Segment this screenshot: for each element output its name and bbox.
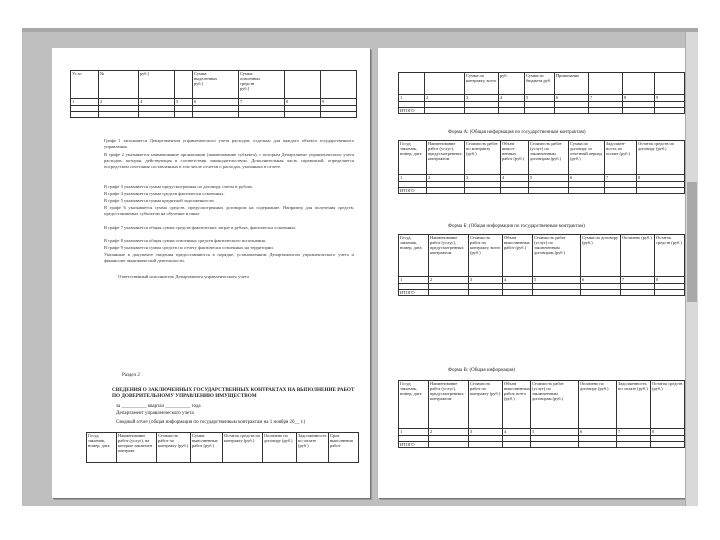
table2-number-cell: 6 [581,277,621,284]
table3-number-cell: 3 [469,429,503,436]
table1-number-cell: 5 [529,175,569,182]
left-top-number-cell: 2 [99,99,139,106]
total-label: ИТОГО [399,108,425,114]
right-top-number-cell: 8 [623,95,655,102]
right-top-header-cell: Сумма по контракту, всего [465,73,499,95]
left-top-header-cell: руб.] [139,71,175,99]
scrollbar-thumb[interactable] [687,182,697,302]
left-top-number-cell: 1 [71,99,99,106]
left-top-header-cell: Ус.зо [71,71,99,99]
left-bottom-header-cell: Сумма выполненных работ (руб.) [191,433,223,463]
table2-number-cell: 5 [533,277,581,284]
table1-number-cell: 6 [569,175,605,182]
table3-header-cell: Стоимость работ по контракту (руб.) [469,381,503,429]
right-top-header-cell: Примечание [555,73,589,95]
paragraph: В графе 5 указывается сумма кредитной задолженности. [104,198,215,203]
table2-header-cell: Наименование работ (услуг), предусмотренных контрактом [429,235,469,277]
left-bottom-header-cell: Остаток средств по контракту (руб.) [223,433,263,463]
table2-number-cell: 2 [429,277,469,284]
table2-number-cell: 3 [469,277,503,284]
left-bottom-header-cell: Срок выполнения работ [329,433,359,463]
right-top-header-cell [425,73,465,95]
table2-number-cell: 1 [399,277,429,284]
left-top-number-cell: 5 [175,99,193,106]
left-bottom-header-cell: Задолженность по оплате (руб.) [297,433,329,463]
left-top-number-cell: 6 [193,99,239,106]
right-top-number-cell: 6 [555,95,589,102]
left-top-number-cell: 4 [139,99,175,106]
left-bottom-header-cell: Оплачено по договору (руб.) [263,433,297,463]
table2-number-cell: 8 [655,277,685,284]
table-caption: Форма В: (Общая информация) [448,368,516,373]
left-top-header-cell [175,71,193,99]
left-bottom-header-cell: Стоимость работ по контракту (руб.) [157,433,191,463]
table1-header-cell: Сумма по договору за отчетный период (руб.) [569,141,605,175]
paragraph: В графе 7 указывается общая сумма средств фактических затрат в рублях, фактически освоенных. [104,225,297,230]
right-top-number-cell: 7 [589,95,623,102]
table2-header-cell: Стоимость работ (услуг) по заключенным договорам (руб.) [533,235,581,277]
right-top-table [398,72,685,114]
right-top-number-cell: 5 [525,95,555,102]
total-label: ИТОГО [399,442,429,448]
right-top-header-cell: Сумма из бюджета руб. [525,73,555,95]
paragraph: Графа 1 заполняется Департаментом управленческого учета расходов, отдельно для каждого объекта государственного управления. [104,138,354,149]
left-top-number-cell: 8 [285,99,321,106]
viewer-top-edge [22,28,698,32]
section-label: Раздел 2 [122,373,140,378]
table-caption: Сводный отчет (общая информация по государственным контрактам на 1 ноября 20__ г.) [116,420,306,425]
paragraph: В графе 6 указывается сумма средств, предусмотренных договором на содержание. Например для получения средств, предоставляемых субъектом на обучение и иные. [104,205,354,216]
left-top-header-cell: № [99,71,139,99]
table1-number-cell: 2 [427,175,465,182]
table1-header-cell: Задолжен-ность по оплате (руб.) [605,141,637,175]
left-bottom-header-cell: Госуд. заказчик, номер, дата [87,433,117,463]
left-bottom-table [86,432,359,463]
document-page-right [378,48,696,498]
table1-header-cell: Остаток средств по договору (руб.) [637,141,685,175]
left-margin-strip [0,10,22,480]
right-top-number-cell: 3 [465,95,499,102]
paragraph: В графе 8 указывается общая сумма освоенных средств фактического исполнения. [104,238,266,243]
right-top-header-cell [589,73,623,95]
right-top-number-cell: 1 [399,95,425,102]
table3-number-cell: 1 [399,429,429,436]
right-top-header-cell [655,73,685,95]
table1-number-cell: 7 [605,175,637,182]
paragraph: В графе 9 указывается сумма средств по отчету фактически освоенных на территории. [104,245,274,250]
total-label: ИТОГО [399,290,429,296]
table-caption: Форма А: (Общая информация по государственным контрактам) [448,130,586,135]
section-title: СВЕДЕНИЯ О ЗАКЛЮЧЕННЫХ ГОСУДАРСТВЕННЫХ КОНТРАКТАХ НА ВЫПОЛНЕНИЕ РАБОТ ПО ДОВЕРИТЕЛЬНОМУ УПРАВЛЕНИЮ ИМУЩЕСТВОМ [112,387,355,400]
table2-header-cell: Объем выполненных работ (руб.) [503,235,533,277]
right-table-3 [398,380,685,448]
table2-header-cell: Сумма по договору (руб.) [581,235,621,277]
right-top-number-cell: 9 [655,95,685,102]
table2-header-cell: Госуд. заказчик, номер, дата [399,235,429,277]
paragraph: Указанные в документе сведения предоставляются в порядке, установленном Департаментом управленческого учета и финансово-экономической деятельности. [104,252,354,263]
table3-number-cell: 2 [429,429,469,436]
table1-number-cell: 4 [501,175,529,182]
paragraph: В графе 2 указывается наименование организации (наименование субъекта), с которым Департамент управленческого учета расходов, которая, действующая в соответствии законодательством. Дополнительная часть справочной, определяется посредством сочетания составленных в том числе отчетов о расходах, указанных в отчете. [104,152,354,169]
table-caption: Форма Б: (Общая информация по государственным контрактам) [448,224,585,229]
table2-number-cell: 7 [621,277,655,284]
table2-header-cell: Стоимость работ по контракту, всего (руб.) [469,235,503,277]
right-top-header-cell [399,73,425,95]
table1-header-cell: Госуд. заказчик, номер, дата [399,141,427,175]
table1-header-cell: Объем выпол-ненных работ (руб.) [501,141,529,175]
left-top-header-cell: Сумма выделенных руб.] [193,71,239,99]
right-top-header-cell: руб. [499,73,525,95]
table3-number-cell: 7 [617,429,651,436]
table2-header-cell: Остаток средств (руб.) [655,235,685,277]
table2-header-cell: Оплачено (руб.) [621,235,655,277]
table3-number-cell: 5 [531,429,579,436]
table1-number-cell: 3 [465,175,501,182]
left-top-table [70,70,357,118]
table3-header-cell: Объем выполненных работ, всего (руб.) [503,381,531,429]
table3-header-cell: Стоимость работ (услуг) по заключенным договорам (руб.) [531,381,579,429]
table3-number-cell: 6 [579,429,617,436]
table3-header-cell: Задолженность по оплате (руб.) [617,381,651,429]
table1-header-cell: Стоимость работ по контракту (руб.) [465,141,501,175]
table3-header-cell: Оплачено по договору (руб.) [579,381,617,429]
left-bottom-header-cell: Наименование работ (услуг), на которые заключен контракт [117,433,157,463]
document-page-left [52,48,370,498]
right-top-header-cell [623,73,655,95]
vertical-scrollbar[interactable] [685,32,698,506]
right-table-2 [398,234,685,296]
paragraph: В графе 4 указывается сумма средств фактически освоенных. [104,191,225,196]
left-top-header-cell [321,71,357,99]
table3-number-cell: 4 [503,429,531,436]
right-table-1 [398,140,685,194]
table1-number-cell: 1 [399,175,427,182]
left-top-header-cell [285,71,321,99]
table1-header-cell: Стоимость работ (услуг) по заключенным договорам (руб.) [529,141,569,175]
section-department: Департамент управленческого учета [116,411,194,416]
table2-number-cell: 4 [503,277,533,284]
table3-header-cell: Наименование работ (услуг), предусмотренных контрактом [429,381,469,429]
table3-header-cell: Госуд. заказчик, номер, дата [399,381,429,429]
left-top-number-cell: 9 [321,99,357,106]
total-label: ИТОГО [399,188,427,194]
left-top-header-cell: Сумма освоенных средств руб.] [239,71,285,99]
right-top-number-cell: 2 [425,95,465,102]
table3-header-cell: Остаток средств (руб.) [651,381,685,429]
paragraph: Ответственный исполнитель Департамента управленческого учета [118,274,249,279]
section-period: за __________ квартал __________ года [116,404,201,409]
document-viewer[interactable] [22,28,698,506]
table1-header-cell: Наименование работ (услуг), предусмотренных контрактом [427,141,465,175]
right-top-number-cell: 4 [499,95,525,102]
table3-number-cell: 8 [651,429,685,436]
table1-number-cell: 8 [637,175,685,182]
left-top-number-cell: 7 [239,99,285,106]
paragraph: В графе 3 указывается сумма предусмотренная по договору сметы в рублях. [104,184,254,189]
